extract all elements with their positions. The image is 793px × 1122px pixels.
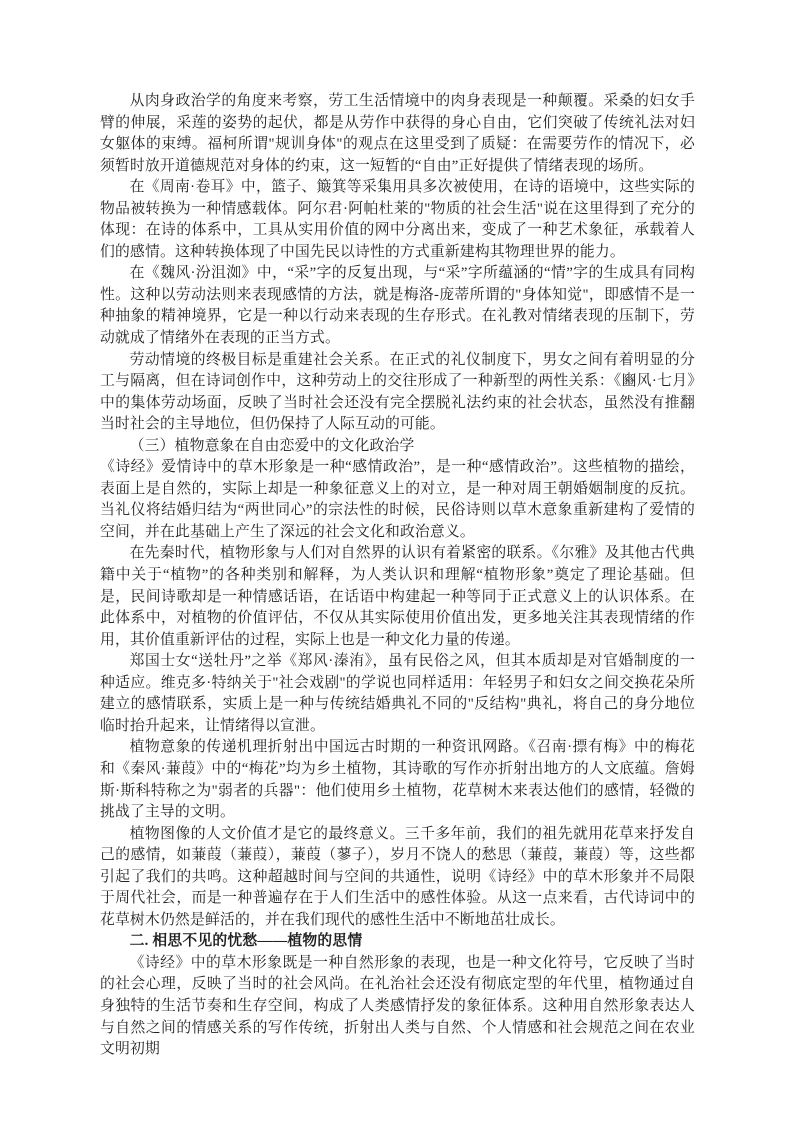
paragraph: 劳动情境的终极目标是重建社会关系。在正式的礼仪制度下，男女之间有着明显的分工与隔离，但在诗词创作中，这种劳动上的交往形成了一种新型的两性关系：《豳风·七月》中的集体劳动场面，反映了当时社会还没有完全摆脱礼法约束的社会状态，虽然没有推翻当时社会的主导地位，但仍保持了人际互动的可能。 (100, 351, 695, 433)
paragraph: 在《魏风·汾沮洳》中，“采”字的反复出现，与“采”字所蕴涵的“情”字的生成具有同构性。这种以劳动法则来表现感情的方法，就是梅洛-庞蒂所谓的"身体知觉"，即感情不是一种抽象的精神境界，它是一种以行动来表现的生存形式。在礼教对情绪表现的压制下，劳动就成了情绪外在表现的正当方式。 (100, 265, 695, 347)
subsection-heading: （三）植物意象在自由恋爱中的文化政治学 (129, 437, 415, 454)
section-heading: 二. 相思不见的忧愁——植物的思情 (129, 933, 363, 950)
paragraph: 在《周南·卷耳》中，篮子、簸箕等采集用具多次被使用，在诗的语境中，这些实际的物品被转换为一种情感载体。阿尔君·阿帕杜莱的"物质的社会生活"说在这里得到了充分的体现：在诗的体系中，工具从实用价值的网中分离出来，变成了一种艺术象征，承载着人们的感情。这种转换体现了中国先民以诗性的方式重新建构其物理世界的能力。 (100, 179, 695, 260)
paragraph: 《诗经》中的草木形象既是一种自然形象的表现，也是一种文化符号，它反映了当时的社会心理，反映了当时的社会风尚。在礼治社会还没有彻底定型的年代里，植物通过自身独特的生活节奏和生存空间，构成了人类感情抒发的象征体系。这种用自然形象表达人与自然之间的情感关系的写作传统，折射出人类与自然、个人情感和社会规范之间在农业文明初期 (100, 954, 695, 1058)
paragraph: 郑国士女“送牡丹”之举《郑风·溱洧》，虽有民俗之风，但其本质却是对官婚制度的一种适应。维克多·特纳关于"社会戏剧"的学说也同样适用：年轻男子和妇女之间交换花朵所建立的感情联系，实质上是一种与传统结婚典礼不同的"反结构"典礼，将自己的身分地位临时抬升起来，让情绪得以宣泄。 (100, 653, 695, 734)
paragraph: 植物意象的传递机理折射出中国远古时期的一种资讯网路。《召南·摽有梅》中的梅花和《秦风·蒹葭》中的“梅花”均为乡土植物，其诗歌的写作亦折射出地方的人文底蕴。詹姆斯·斯科特称之为"弱者的兵器"：他们使用乡土植物，花草树木来表达他们的感情，轻微的挑战了主导的文明。 (100, 739, 695, 821)
paragraph: 在先秦时代，植物形象与人们对自然界的认识有着紧密的联系。《尔雅》及其他古代典籍中关于“植物”的各种类别和解释，为人类认识和理解“植物形象”奠定了理论基础。但是，民间诗歌却是一种情感话语，在话语中构建起一种等同于正式意义上的认识体系。在此体系中，对植物的价值评估，不仅从其实际使用价值出发，更多地关注其表现情绪的作用，其价值重新评估的过程，实际上也是一种文化力量的传递。 (100, 545, 695, 648)
paragraph: 植物图像的人文价值才是它的最终意义。三千多年前，我们的祖先就用花草来抒发自己的感情，如蒹葭（蒹葭），蒹葭（蓼子），岁月不饶人的愁思（蒹葭，蒹葭）等，这些都引起了我们的共鸣。这种超越时间与空间的共通性，说明《诗经》中的草木形象并不局限于周代社会，而是一种普遍存在于人们生活中的感性体验。从这一点来看，古代诗词中的花草树木仍然是鲜活的，并在我们现代的感性生活中不断地茁壮成长。 (100, 825, 695, 928)
paragraph: 从肉身政治学的角度来考察，劳工生活情境中的肉身表现是一种颠覆。采桑的妇女手臂的伸展，采莲的姿势的起伏，都是从劳作中获得的身心自由，它们突破了传统礼法对妇女躯体的束缚。福柯所谓"规训身体"的观点在这里受到了质疑：在需要劳作的情况下，必须暂时放开道德规范对身体的约束，这一短暂的“自由”正好提供了情绪表现的场所。 (100, 93, 695, 174)
paragraph: 《诗经》爱情诗中的草木形象是一种“感情政治”，是一种“感情政治”。这些植物的描绘，表面上是自然的，实际上却是一种象征意义上的对立，是一种对周王朝婚姻制度的反抗。当礼仪将结婚归结为“两世同心”的宗法性的时候，民俗诗则以草木意象重新建构了爱情的空间，并在此基础上产生了深远的社会文化和政治意义。 (100, 459, 695, 540)
